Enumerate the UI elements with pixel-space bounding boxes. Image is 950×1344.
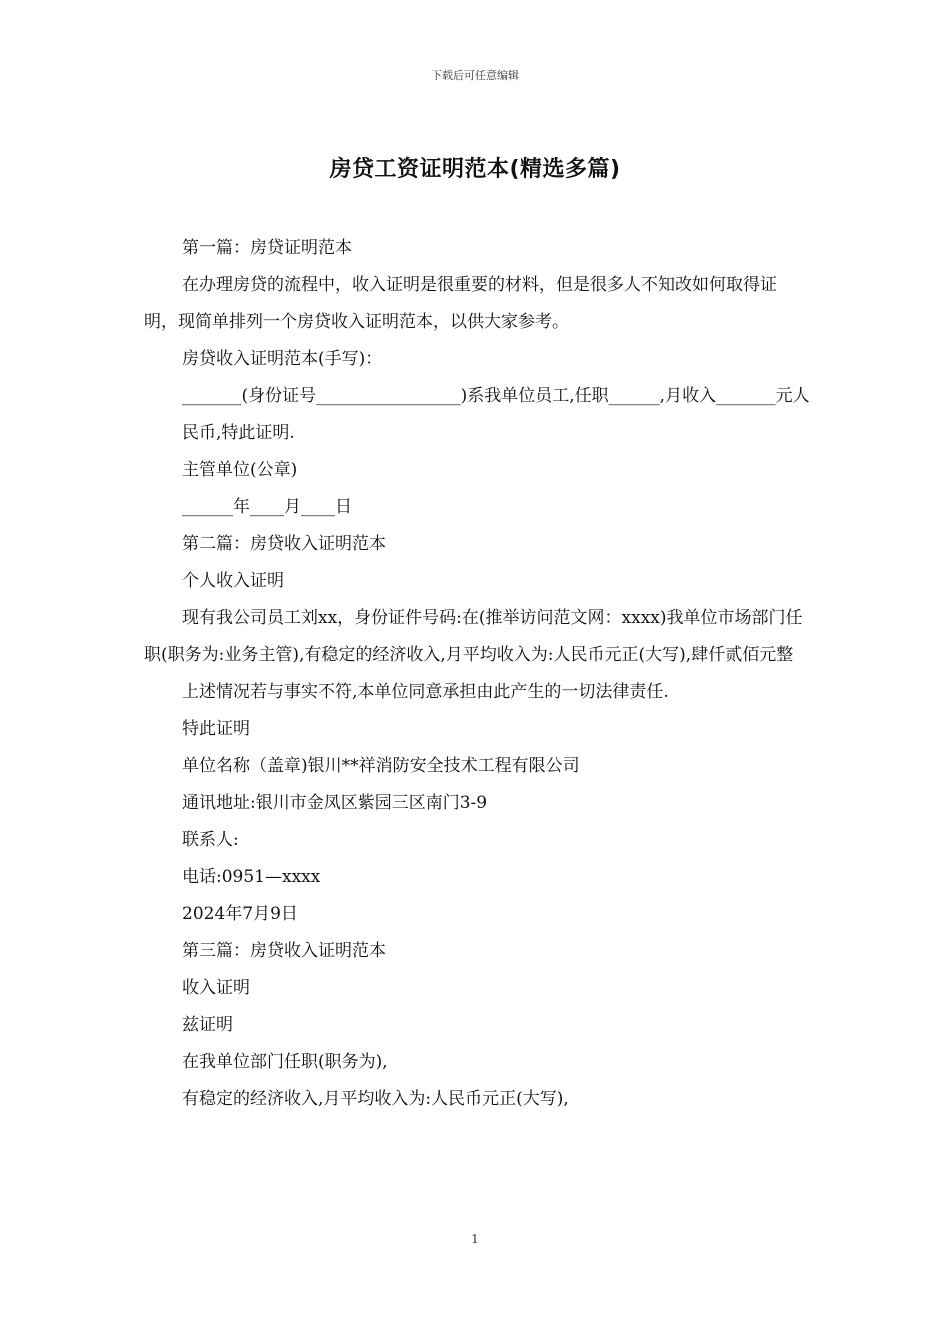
- paragraph: 电话:0951—xxxx: [182, 867, 321, 887]
- paragraph: 主管单位(公章): [182, 460, 298, 480]
- paragraph: 兹证明: [182, 1015, 233, 1035]
- paragraph: 联系人:: [182, 830, 239, 850]
- document-title: 房贷工资证明范本(精选多篇): [329, 157, 621, 182]
- paragraph: 单位名称（盖章)银川**祥消防安全技术工程有限公司: [182, 756, 580, 776]
- paragraph: 收入证明: [182, 978, 250, 998]
- document-body: [144, 230, 810, 1118]
- paragraph: 现有我公司员工刘xx，身份证件号码:在(推举访问范文网：xxxx)我单位市场部门任职(职务为:业务主管),有稳定的经济收入,月平均收入为:人民币元正(大写),肆仟贰佰元整: [144, 608, 803, 665]
- paragraph: 在办理房贷的流程中，收入证明是很重要的材料，但是很多人不知改如何取得证明，现简单排列一个房贷收入证明范本，以供大家参考。: [144, 275, 777, 332]
- paragraph: 通讯地址:银川市金凤区紫园三区南门3-9: [182, 793, 488, 813]
- paragraph: 在我单位部门任职(职务为),: [182, 1052, 388, 1072]
- paragraph: 个人收入证明: [182, 571, 284, 591]
- paragraph: 房贷收入证明范本(手写)：: [182, 349, 383, 369]
- paragraph: 有稳定的经济收入,月平均收入为:人民币元正(大写),: [182, 1089, 569, 1109]
- paragraph: 特此证明: [182, 719, 250, 739]
- paragraph: _______(身份证号_________________)系我单位员工,任职______,月收入_______元人: [182, 386, 810, 406]
- paragraph: 第二篇：房贷收入证明范本: [182, 534, 386, 554]
- paragraph: 第一篇：房贷证明范本: [182, 238, 352, 258]
- paragraph: 民币,特此证明.: [182, 423, 295, 443]
- header-note: 下载后可任意编辑: [431, 69, 519, 82]
- paragraph: 2024年7月9日: [182, 904, 298, 924]
- paragraph: ______年____月____日: [182, 497, 352, 517]
- page-number: 1: [471, 1232, 479, 1246]
- paragraph: 上述情况若与事实不符,本单位同意承担由此产生的一切法律责任.: [182, 682, 669, 702]
- paragraph: 第三篇：房贷收入证明范本: [182, 941, 386, 961]
